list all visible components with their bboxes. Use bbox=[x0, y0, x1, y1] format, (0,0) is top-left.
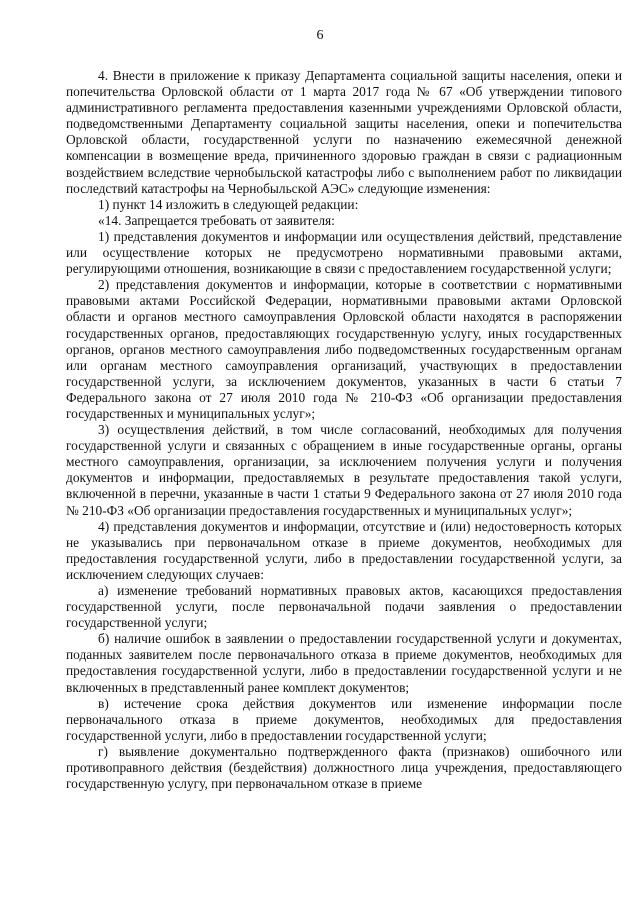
paragraph-item-4-intro: 4. Внести в приложение к приказу Департамента социальной защиты населения, опеки и попечительства Орловской области от 1 марта 2017 года № 67 «Об утверждении типового административного регламента предоставления казенными учреждениями Орловской области, подведомственными Департаменту социальной защиты населения, опеки и попечительства Орловской области, государственной услуги по назначению ежемесячной денежной компенсации в возмещение вреда, причиненного здоровью граждан в связи с радиационным воздействием вследствие чернобыльской катастрофы либо с выполнением работ по ликвидации последствий катастрофы на Чернобыльской АЭС» следующие изменения: bbox=[66, 68, 622, 196]
document-body bbox=[66, 68, 622, 792]
paragraph-case-v: в) истечение срока действия документов или изменение информации после первоначального отказа в приеме документов, необходимых для предоставления государственной услуги, либо в предоставлении государственной услуги; bbox=[66, 695, 622, 743]
paragraph-prohibition-2: 2) представления документов и информации, которые в соответствии с нормативными правовыми актами Российской Федерации, нормативными правовыми актами Орловской области и органов местного самоуправления Орловской области находятся в распоряжении государственных органов, предоставляющих государственную услугу, иных государственных органов, органов местного самоуправления либо подведомственных государственным органам или органам местного самоуправления организаций, участвующих в предоставлении государственной услуги, за исключением документов, указанных в части 6 статьи 7 Федерального закона от 27 июля 2010 года № 210-ФЗ «Об организации предоставления государственных и муниципальных услуг»; bbox=[66, 277, 622, 421]
paragraph-prohibition-4: 4) представления документов и информации, отсутствие и (или) недостоверность которых не указывались при первоначальном отказе в приеме документов, необходимых для предоставления государственной услуги, либо в предоставлении государственной услуги, за исключением следующих случаев: bbox=[66, 518, 622, 582]
page-number: 6 bbox=[316, 28, 324, 43]
paragraph-case-a: а) изменение требований нормативных правовых актов, касающихся предоставления государственной услуги, после первоначальной подачи заявления о предоставлении государственной услуги; bbox=[66, 583, 622, 631]
paragraph-subitem-1: 1) пункт 14 изложить в следующей редакции: bbox=[98, 196, 359, 212]
paragraph-clause-14: «14. Запрещается требовать от заявителя: bbox=[98, 212, 335, 228]
paragraph-prohibition-1: 1) представления документов и информации или осуществления действий, представление или осуществление которых не предусмотрено нормативными правовыми актами, регулирующими отношения, возникающие в связи с предоставлением государственной услуги; bbox=[66, 228, 622, 277]
paragraph-prohibition-3: 3) осуществления действий, в том числе согласований, необходимых для получения государственной услуги и связанных с обращением в иные государственные органы, органы местного самоуправления, организации, за исключением получения услуги и получения документов и информации, предоставляемых в результате предоставления такой услуги, включенной в перечни, указанные в части 1 статьи 9 Федерального закона от 27 июля 2010 года № 210-ФЗ «Об организации предоставления государственных и муниципальных услуг»; bbox=[66, 422, 622, 518]
paragraph-case-b: б) наличие ошибок в заявлении о предоставлении государственной услуги и документах, поданных заявителем после первоначального отказа в приеме документов, необходимых для предоставления государственной услуги, либо в предоставлении государственной услуги и не включенных в представленный ранее комплект документов; bbox=[66, 631, 622, 695]
paragraph-case-g: г) выявление документально подтвержденного факта (признаков) ошибочного или противоправного действия (бездействия) должностного лица учреждения, предоставляющего государственную услугу, при первоначальном отказе в приеме bbox=[66, 743, 622, 792]
